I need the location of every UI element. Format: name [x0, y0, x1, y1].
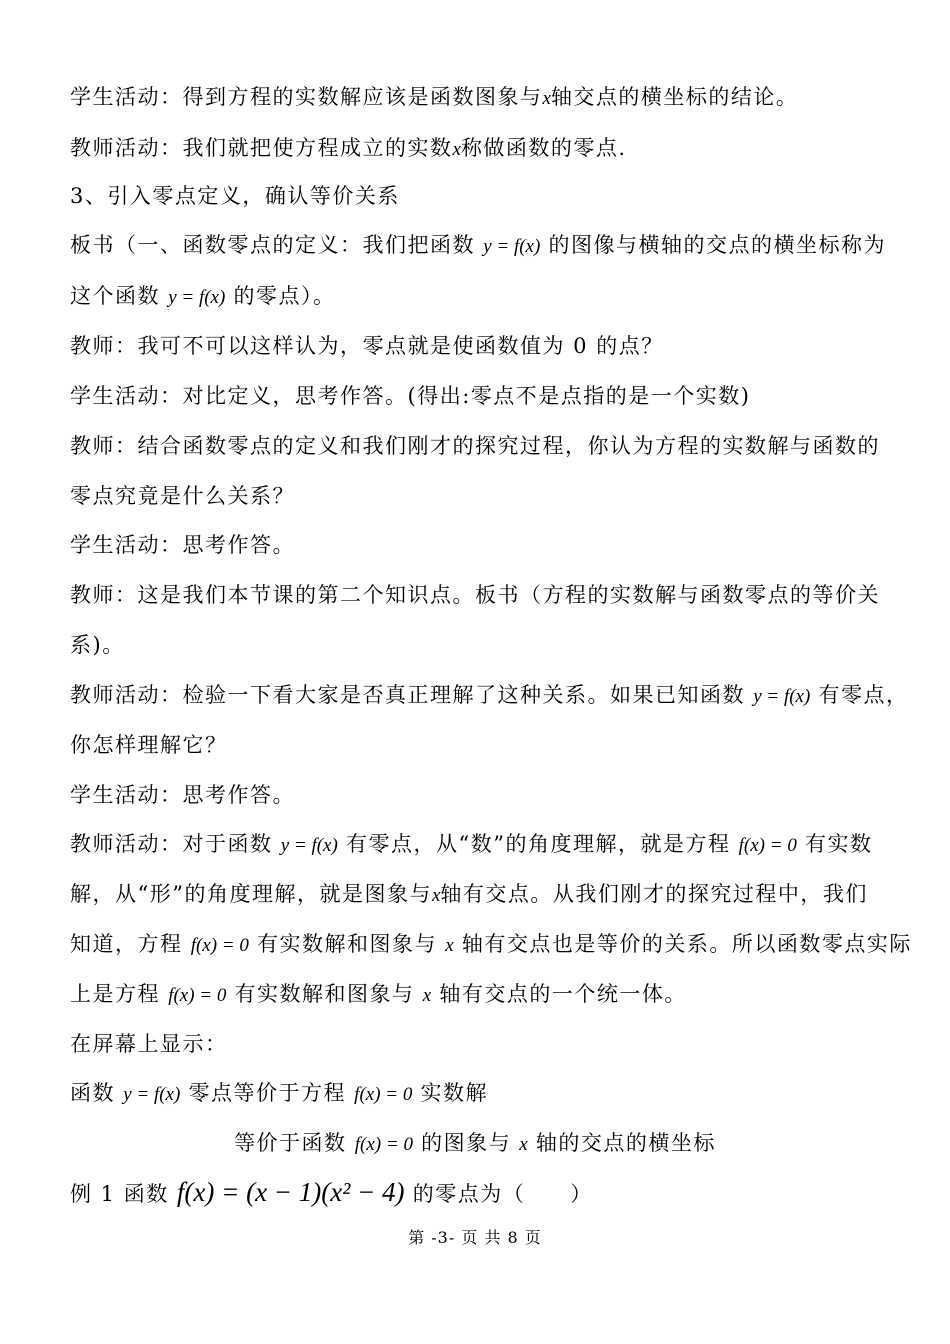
text-line: 上是方程 f(x) = 0 有实数解和图象与 x 轴有交点的一个统一体。 [70, 982, 687, 1006]
text-line: 这个函数 y = f(x) 的零点）。 [70, 284, 336, 308]
text-line: 学生活动：得到方程的实数解应该是函数图象与x轴交点的横坐标的结论。 [70, 85, 799, 109]
centered-text-line: 等价于函数 f(x) = 0 的图象与 x 轴的交点的横坐标 [234, 1131, 716, 1155]
text-line: 教师活动：检验一下看大家是否真正理解了这种关系。如果已知函数 y = f(x) 有零点， [70, 683, 909, 707]
text-line: 学生活动：对比定义，思考作答。(得出:零点不是点指的是一个实数) [70, 384, 751, 408]
text-line: 在屏幕上显示： [70, 1032, 228, 1056]
text-line: 你怎样理解它？ [70, 733, 228, 757]
text-line: 教师：这是我们本节课的第二个知识点。板书（方程的实数解与函数零点的等价关 [70, 583, 880, 607]
text-line: 系)。 [70, 633, 125, 657]
page-footer: 第 -3- 页 共 8 页 [408, 1228, 542, 1247]
text-line: 板书（一、函数零点的定义：我们把函数 y = f(x) 的图像与横轴的交点的横坐标称为 [70, 233, 886, 257]
example-line: 例 1 函数 f(x) = (x − 1)(x² − 4) 的零点为（ ） [70, 1177, 593, 1207]
text-line: 教师活动：对于函数 y = f(x) 有零点，从“数”的角度理解，就是方程 f(x) = 0 有实数 [70, 832, 873, 856]
text-line: 教师：结合函数零点的定义和我们刚才的探究过程，你认为方程的实数解与函数的 [70, 434, 880, 458]
text-line: 学生活动：思考作答。 [70, 533, 295, 557]
text-line: 解，从“形”的角度理解，就是图象与x轴有交点。从我们刚才的探究过程中，我们 [70, 882, 868, 906]
text-line: 教师：我可不可以这样认为，零点就是使函数值为 0 的点？ [70, 334, 664, 358]
text-line: 学生活动：思考作答。 [70, 783, 295, 807]
text-line: 零点究竟是什么关系？ [70, 484, 295, 508]
text-line: 教师活动：我们就把使方程成立的实数x称做函数的零点. [70, 136, 627, 160]
text-line: 知道，方程 f(x) = 0 有实数解和图象与 x 轴有交点也是等价的关系。所以函数零点实际 [70, 932, 912, 956]
section-heading: 3、引入零点定义，确认等价关系 [70, 184, 400, 208]
text-line: 函数 y = f(x) 零点等价于方程 f(x) = 0 实数解 [70, 1081, 489, 1105]
